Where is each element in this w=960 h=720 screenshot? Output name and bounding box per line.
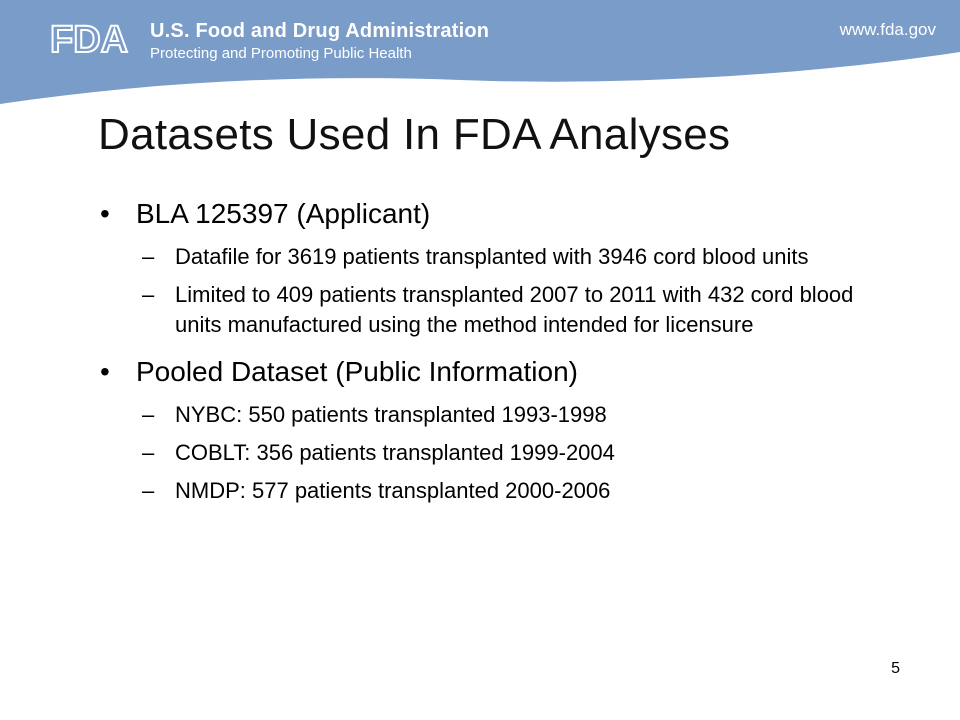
website-link[interactable]: www.fda.gov [839,20,936,39]
sub-bullet-item [98,280,888,340]
sub-bullet-text: Datafile for 3619 patients transplanted with 3946 cord blood units [175,244,809,269]
slide-content [98,196,888,514]
dash-marker: – [142,478,155,503]
slide-title: Datasets Used In FDA Analyses [98,110,731,159]
bullet-text: BLA 125397 (Applicant) [136,198,431,229]
bullet-item [98,196,888,232]
dash-marker: – [142,282,155,307]
bullet-marker: • [100,198,110,229]
sub-bullet-item [98,400,888,430]
dash-marker: – [142,244,155,269]
agency-name: U.S. Food and Drug Administration [150,20,490,42]
sub-bullet-item [98,476,888,506]
sub-bullet-item [98,438,888,468]
fda-logo-text: FDA [50,19,129,58]
bullet-item [98,354,888,390]
dash-marker: – [142,440,155,465]
bullet-text: Pooled Dataset (Public Information) [136,356,578,387]
fda-logo [48,16,138,58]
sub-bullet-item [98,242,888,272]
bullet-marker: • [100,356,110,387]
dash-marker: – [142,402,155,427]
agency-tagline: Protecting and Promoting Public Health [150,45,412,62]
header-banner [0,0,960,110]
agency-block [150,20,489,64]
sub-bullet-text: Limited to 409 patients transplanted 2007 to 2011 with 432 cord blood units manufactured using the method intended for licensure [175,282,854,337]
sub-bullet-text: NMDP: 577 patients transplanted 2000-2006 [175,478,611,503]
sub-bullet-text: COBLT: 356 patients transplanted 1999-2004 [175,440,615,465]
page-number: 5 [891,660,900,677]
sub-bullet-text: NYBC: 550 patients transplanted 1993-1998 [175,402,607,427]
